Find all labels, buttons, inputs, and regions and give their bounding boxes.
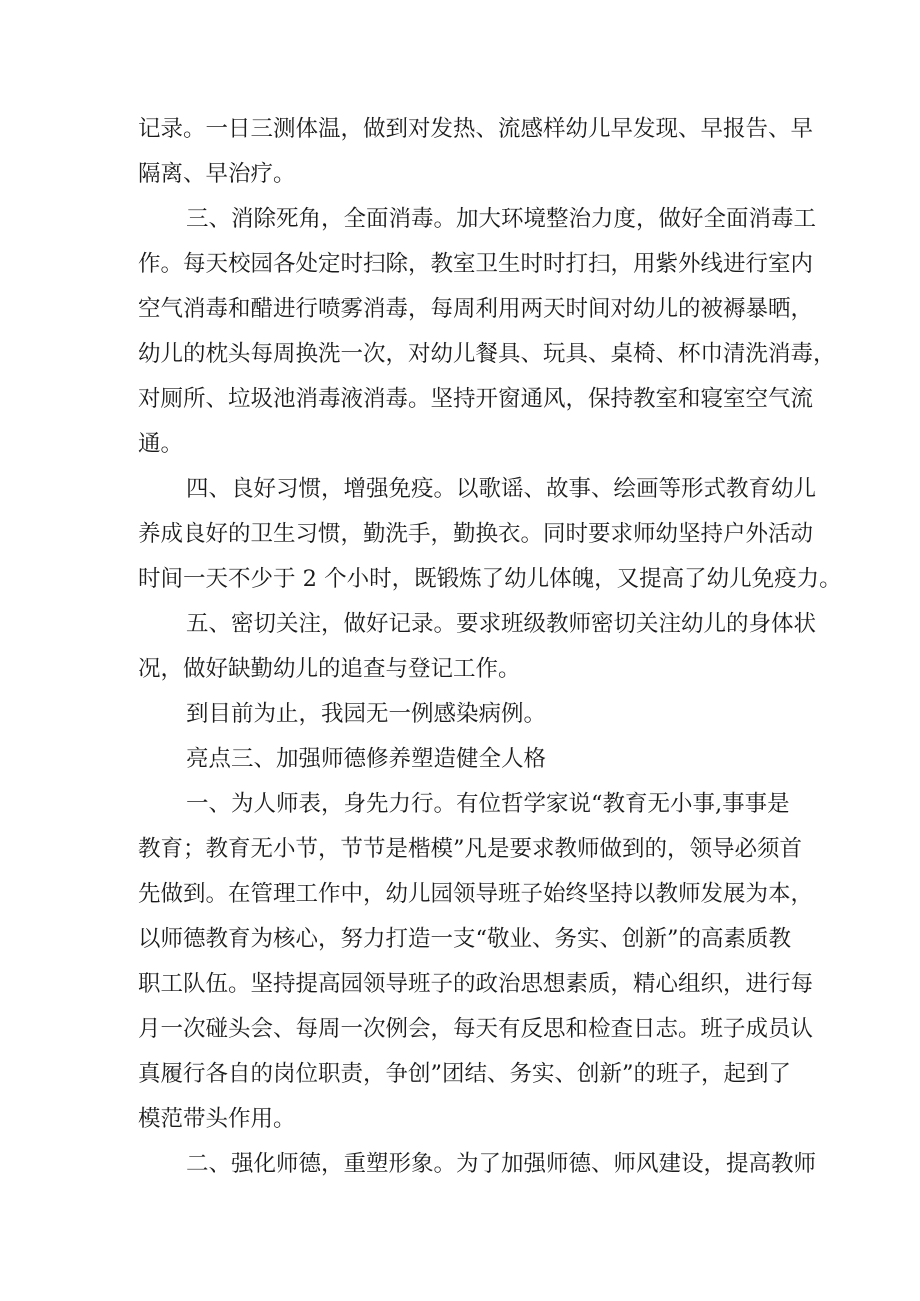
text-line: 到目前为止，我园无一例感染病例。: [186, 701, 547, 727]
text-line: 月一次碰头会、每周一次例会，每天有反思和检查日志。班子成员认: [138, 1016, 814, 1042]
text-line: 空气消毒和醋进行喷雾消毒，每周利用两天时间对幼儿的被褥暴晒，: [138, 296, 814, 322]
text-line: 教育；教育无小节，节节是楷模”凡是要求教师做到的，领导必须首: [138, 836, 803, 862]
text-line: 职工队伍。坚持提高园领导班子的政治思想素质，精心组织，进行每: [138, 971, 814, 997]
text-line: 况，做好缺勤幼儿的追查与登记工作。: [138, 656, 521, 682]
section-heading: 亮点三、加强师德修养塑造健全人格: [186, 746, 547, 772]
text-line: 五、密切关注，做好记录。要求班级教师密切关注幼儿的身体状: [186, 611, 817, 637]
text-line: 通。: [138, 431, 184, 457]
text-line: 三、消除死角，全面消毒。加大环境整治力度，做好全面消毒工: [186, 206, 817, 232]
text-line: 一、为人师表，身先力行。有位哲学家说“教育无小事,事事是: [186, 791, 790, 817]
text-line: 模范带头作用。: [138, 1106, 296, 1132]
text-line: 时间一天不少于 2 个小时，既锻炼了幼儿体魄，又提高了幼儿免疫力。: [138, 566, 842, 592]
text-line: 幼儿的枕头每周换洗一次，对幼儿餐具、玩具、桌椅、杯巾清洗消毒，: [138, 341, 836, 367]
text-line: 养成良好的卫生习惯，勤洗手，勤换衣。同时要求师幼坚持户外活动: [138, 521, 814, 547]
text-line: 先做到。在管理工作中，幼儿园领导班子始终坚持以教师发展为本，: [138, 881, 814, 907]
text-line: 对厕所、垃圾池消毒液消毒。坚持开窗通风，保持教室和寝室空气流: [138, 386, 814, 412]
text-line: 作。每天校园各处定时扫除，教室卫生时时打扫，用紫外线进行室内: [138, 251, 814, 277]
text-line: 二、强化师德，重塑形象。为了加强师德、师风建设，提高教师: [186, 1151, 817, 1177]
text-line: 隔离、早治疗。: [138, 161, 296, 187]
text-line: 记录。一日三测体温，做到对发热、流感样幼儿早发现、早报告、早: [138, 116, 814, 142]
text-line: 四、良好习惯，增强免疫。以歌谣、故事、绘画等形式教育幼儿: [186, 476, 817, 502]
text-line: 真履行各自的岗位职责，争创”团结、务实、创新”的班子，起到了: [138, 1061, 792, 1087]
text-line: 以师德教育为核心，努力打造一支“敬业、务实、创新”的高素质教: [138, 926, 792, 952]
